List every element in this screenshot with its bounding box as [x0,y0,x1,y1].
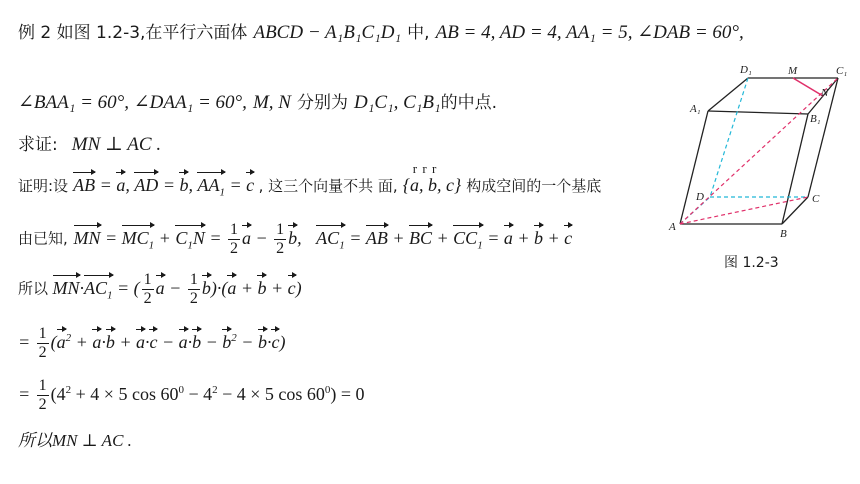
known-line [18,222,572,257]
basis-hats: r r r [412,161,438,176]
problem-midpoint-end: 的中点. [440,93,498,113]
numeric-line [18,378,365,413]
numeric-expression: = $\frac{1}{2}$ ($4^2 + 4 \times 5$ $\cos 60^0 - 4^2 - 4 \times 5$ $\cos 60^0) = 0$ [18,377,365,413]
proof-intro-line [18,161,602,199]
basis-set [402,161,462,196]
figure-reference: ABCD − A₁B₁C₁D₁ [253,22,402,43]
label-n: N [821,87,829,99]
proof-intro-label: 证明:设 [18,177,69,195]
problem-line-2 [18,88,497,114]
label-a1: A₁ [690,103,701,115]
segment-mn [793,78,823,96]
basis-vectors: {a, b, c} [402,175,462,195]
prove-line [18,130,161,156]
label-b: B [780,228,787,240]
vector-definitions: AB = a, AD = b, $AA_1 = c$ [73,175,258,195]
prove-label: 求证: [18,135,58,155]
ac1-expression: $AC_1$ = AB + BC + $CC_1 = a + b + c$ [316,228,572,248]
problem-conditions: AB = 4, AD = 4, AA₁ = 5, ∠DAB = 60°, [435,22,744,43]
label-c: C [812,193,820,205]
problem-segments: D₁C₁, C₁B₁ [354,92,441,113]
label-c1: C₁ [836,65,848,77]
prove-statement: MN ⊥ AC . [71,134,162,155]
so-label-1: 所以 [18,279,49,298]
parallelepiped-figure [660,62,860,272]
proof-intro-rest: , 这三个向量不共 面, [258,177,398,195]
label-m: M [788,65,798,77]
dot-product-expression: $MN\cdot AC_1$ = ( $\frac{1}{2}$ a − $\frac{1}{2}$ b)·(a + b + c) [52,271,302,307]
label-b1: B₁ [810,113,821,125]
label-d: D [696,191,704,203]
conclusion-text: 所以MN ⊥ AC . [18,431,132,450]
label-a: A [669,221,676,233]
proof-basis-end: 构成空间的一个基底 [466,177,602,195]
conclusion-line [18,426,132,451]
expansion-expression: = $\frac{1}{2}$ $(a^2 + a\cdot b + a\cdot c - a\cdot b - b^2 - b\cdot c)$ [18,325,286,361]
dot-product-line [18,272,302,307]
problem-lead: 例 2 如图 1.2-3,在平行六面体 [18,23,248,43]
problem-mn: M, N [252,92,291,113]
figure-caption: 图 1.2-3 [724,255,779,271]
problem-midpoint-zh: 分别为 [296,93,348,113]
known-label: 由已知, [18,229,68,248]
expansion-line [18,326,285,361]
problem-angle-conditions: ∠BAA₁ = 60°, ∠DAA₁ = 60°, [18,92,247,113]
problem-line-1 [18,18,744,44]
mn-expression: MN = $MC_1 + C_1N$ = $\frac{1}{2}$ a − $\frac{1}{2}$ b, [73,221,307,257]
problem-cond-zh: 中, [407,23,430,43]
label-d1: D₁ [740,64,752,76]
